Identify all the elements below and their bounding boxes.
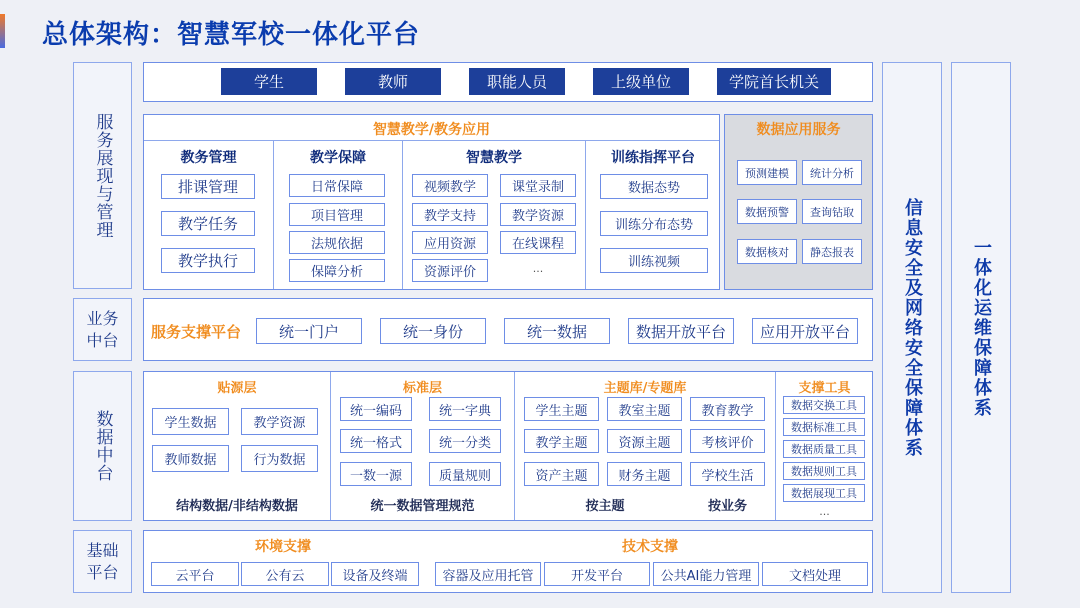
- box-assessment: 考核评价: [690, 429, 765, 453]
- box-scheduling: 排课管理: [161, 174, 255, 199]
- box-statistics: 统计分析: [802, 160, 862, 185]
- box-source-teaching-resource: 教学资源: [241, 408, 318, 435]
- env-support-title: 环境支撑: [255, 539, 311, 555]
- box-resource-theme: 资源主题: [607, 429, 682, 453]
- user-superior: 上级单位: [593, 68, 689, 95]
- box-daily-support: 日常保障: [289, 174, 385, 197]
- box-project-mgmt: 项目管理: [289, 203, 385, 226]
- smart-app-divider: [144, 140, 719, 141]
- smart-app-title: 智慧教学/教务应用: [372, 122, 491, 138]
- tools-title: 支撑工具: [798, 381, 851, 396]
- box-data-alert: 数据预警: [737, 199, 797, 224]
- support-title: 教学保障: [310, 150, 366, 166]
- box-asset-theme: 资产主题: [524, 462, 599, 486]
- box-teaching-exec: 教学执行: [161, 248, 255, 273]
- user-student: 学生: [221, 68, 317, 95]
- box-ai-capability: 公共AI能力管理: [653, 562, 759, 586]
- box-quality-rules: 质量规则: [429, 462, 501, 486]
- user-command: 学院首长机关: [717, 68, 831, 95]
- box-support-analysis: 保障分析: [289, 259, 385, 282]
- teaching-title: 智慧教学: [466, 150, 522, 166]
- box-cloud-platform: 云平台: [151, 562, 239, 586]
- row-label-service: 服务展现与管理: [73, 62, 132, 289]
- box-app-open-platform: 应用开放平台: [752, 318, 858, 344]
- row-label-business-text: 业务中台: [86, 308, 119, 350]
- tech-support-title: 技术支撑: [622, 539, 678, 555]
- affairs-title: 教务管理: [180, 150, 237, 166]
- theme-note-by-theme: 按主题: [585, 499, 625, 514]
- box-training-distribution: 训练分布态势: [600, 211, 708, 236]
- box-data-situation: 数据态势: [600, 174, 708, 199]
- box-student-data: 学生数据: [152, 408, 229, 435]
- box-teacher-data: 教师数据: [152, 445, 229, 472]
- box-teaching-theme: 教学主题: [524, 429, 599, 453]
- standard-layer-title: 标准层: [402, 381, 442, 396]
- row-label-business: [73, 298, 132, 361]
- box-standard-tool: 数据标准工具: [783, 418, 865, 436]
- box-teaching-resource: 教学资源: [500, 203, 576, 226]
- box-online-course: 在线课程: [500, 231, 576, 254]
- title-accent-bar: [0, 14, 5, 48]
- box-unified-data: 统一数据: [504, 318, 610, 344]
- box-container-hosting: 容器及应用托管: [435, 562, 541, 586]
- box-video-teaching: 视频教学: [412, 174, 488, 197]
- box-unified-portal: 统一门户: [256, 318, 362, 344]
- box-classroom-theme: 教室主题: [607, 397, 682, 421]
- box-class-recording: 课堂录制: [500, 174, 576, 197]
- row-label-infra: [73, 530, 132, 593]
- row-label-infra-text: 基础平台: [86, 540, 119, 582]
- page-title: 总体架构：智慧军校一体化平台: [42, 20, 421, 50]
- box-finance-theme: 财务主题: [607, 462, 682, 486]
- box-student-theme: 学生主题: [524, 397, 599, 421]
- box-devices: 设备及终端: [331, 562, 419, 586]
- theme-layer-title: 主题库/专题库: [603, 381, 687, 396]
- user-staff: 职能人员: [469, 68, 565, 95]
- box-public-cloud: 公有云: [241, 562, 329, 586]
- ops-system: 一体化运维保障体系: [951, 62, 1011, 593]
- box-exchange-tool: 数据交换工具: [783, 396, 865, 414]
- box-training-video: 训练视频: [600, 248, 708, 273]
- teaching-more: ...: [532, 262, 544, 275]
- box-education: 教育教学: [690, 397, 765, 421]
- box-quality-tool: 数据质量工具: [783, 440, 865, 458]
- box-regulations: 法规依据: [289, 231, 385, 254]
- box-static-report: 静态报表: [802, 239, 862, 264]
- training-title: 训练指挥平台: [611, 150, 695, 166]
- box-unified-coding: 统一编码: [340, 397, 412, 421]
- box-one-source: 一数一源: [340, 462, 412, 486]
- source-layer-title: 贴源层: [217, 381, 257, 396]
- source-layer-note: 结构数据/非结构数据: [176, 499, 298, 514]
- box-unified-dictionary: 统一字典: [429, 397, 501, 421]
- box-behavior-data: 行为数据: [241, 445, 318, 472]
- box-unified-format: 统一格式: [340, 429, 412, 453]
- box-teaching-task: 教学任务: [161, 211, 255, 236]
- tools-more: ...: [819, 505, 830, 518]
- box-data-check: 数据核对: [737, 239, 797, 264]
- box-rules-tool: 数据规则工具: [783, 462, 865, 480]
- theme-note-by-business: 按业务: [707, 499, 747, 514]
- box-teaching-support: 教学支持: [412, 203, 488, 226]
- biz-platform-title: 服务支撑平台: [150, 323, 241, 341]
- box-query-drill: 查询钻取: [802, 199, 862, 224]
- box-display-tool: 数据展现工具: [783, 484, 865, 502]
- standard-layer-note: 统一数据管理规范: [370, 499, 475, 514]
- box-resource-eval: 资源评价: [412, 259, 488, 282]
- box-data-open-platform: 数据开放平台: [628, 318, 734, 344]
- box-dev-platform: 开发平台: [544, 562, 650, 586]
- data-service-title: 数据应用服务: [756, 122, 841, 138]
- box-school-life: 学校生活: [690, 462, 765, 486]
- box-predict-model: 预测建模: [737, 160, 797, 185]
- box-unified-category: 统一分类: [429, 429, 501, 453]
- security-system: 信息安全及网络安全保障体系: [882, 62, 942, 593]
- box-doc-processing: 文档处理: [762, 562, 868, 586]
- row-label-data: 数据中台: [73, 371, 132, 521]
- box-app-resource: 应用资源: [412, 231, 488, 254]
- box-unified-identity: 统一身份: [380, 318, 486, 344]
- user-teacher: 教师: [345, 68, 441, 95]
